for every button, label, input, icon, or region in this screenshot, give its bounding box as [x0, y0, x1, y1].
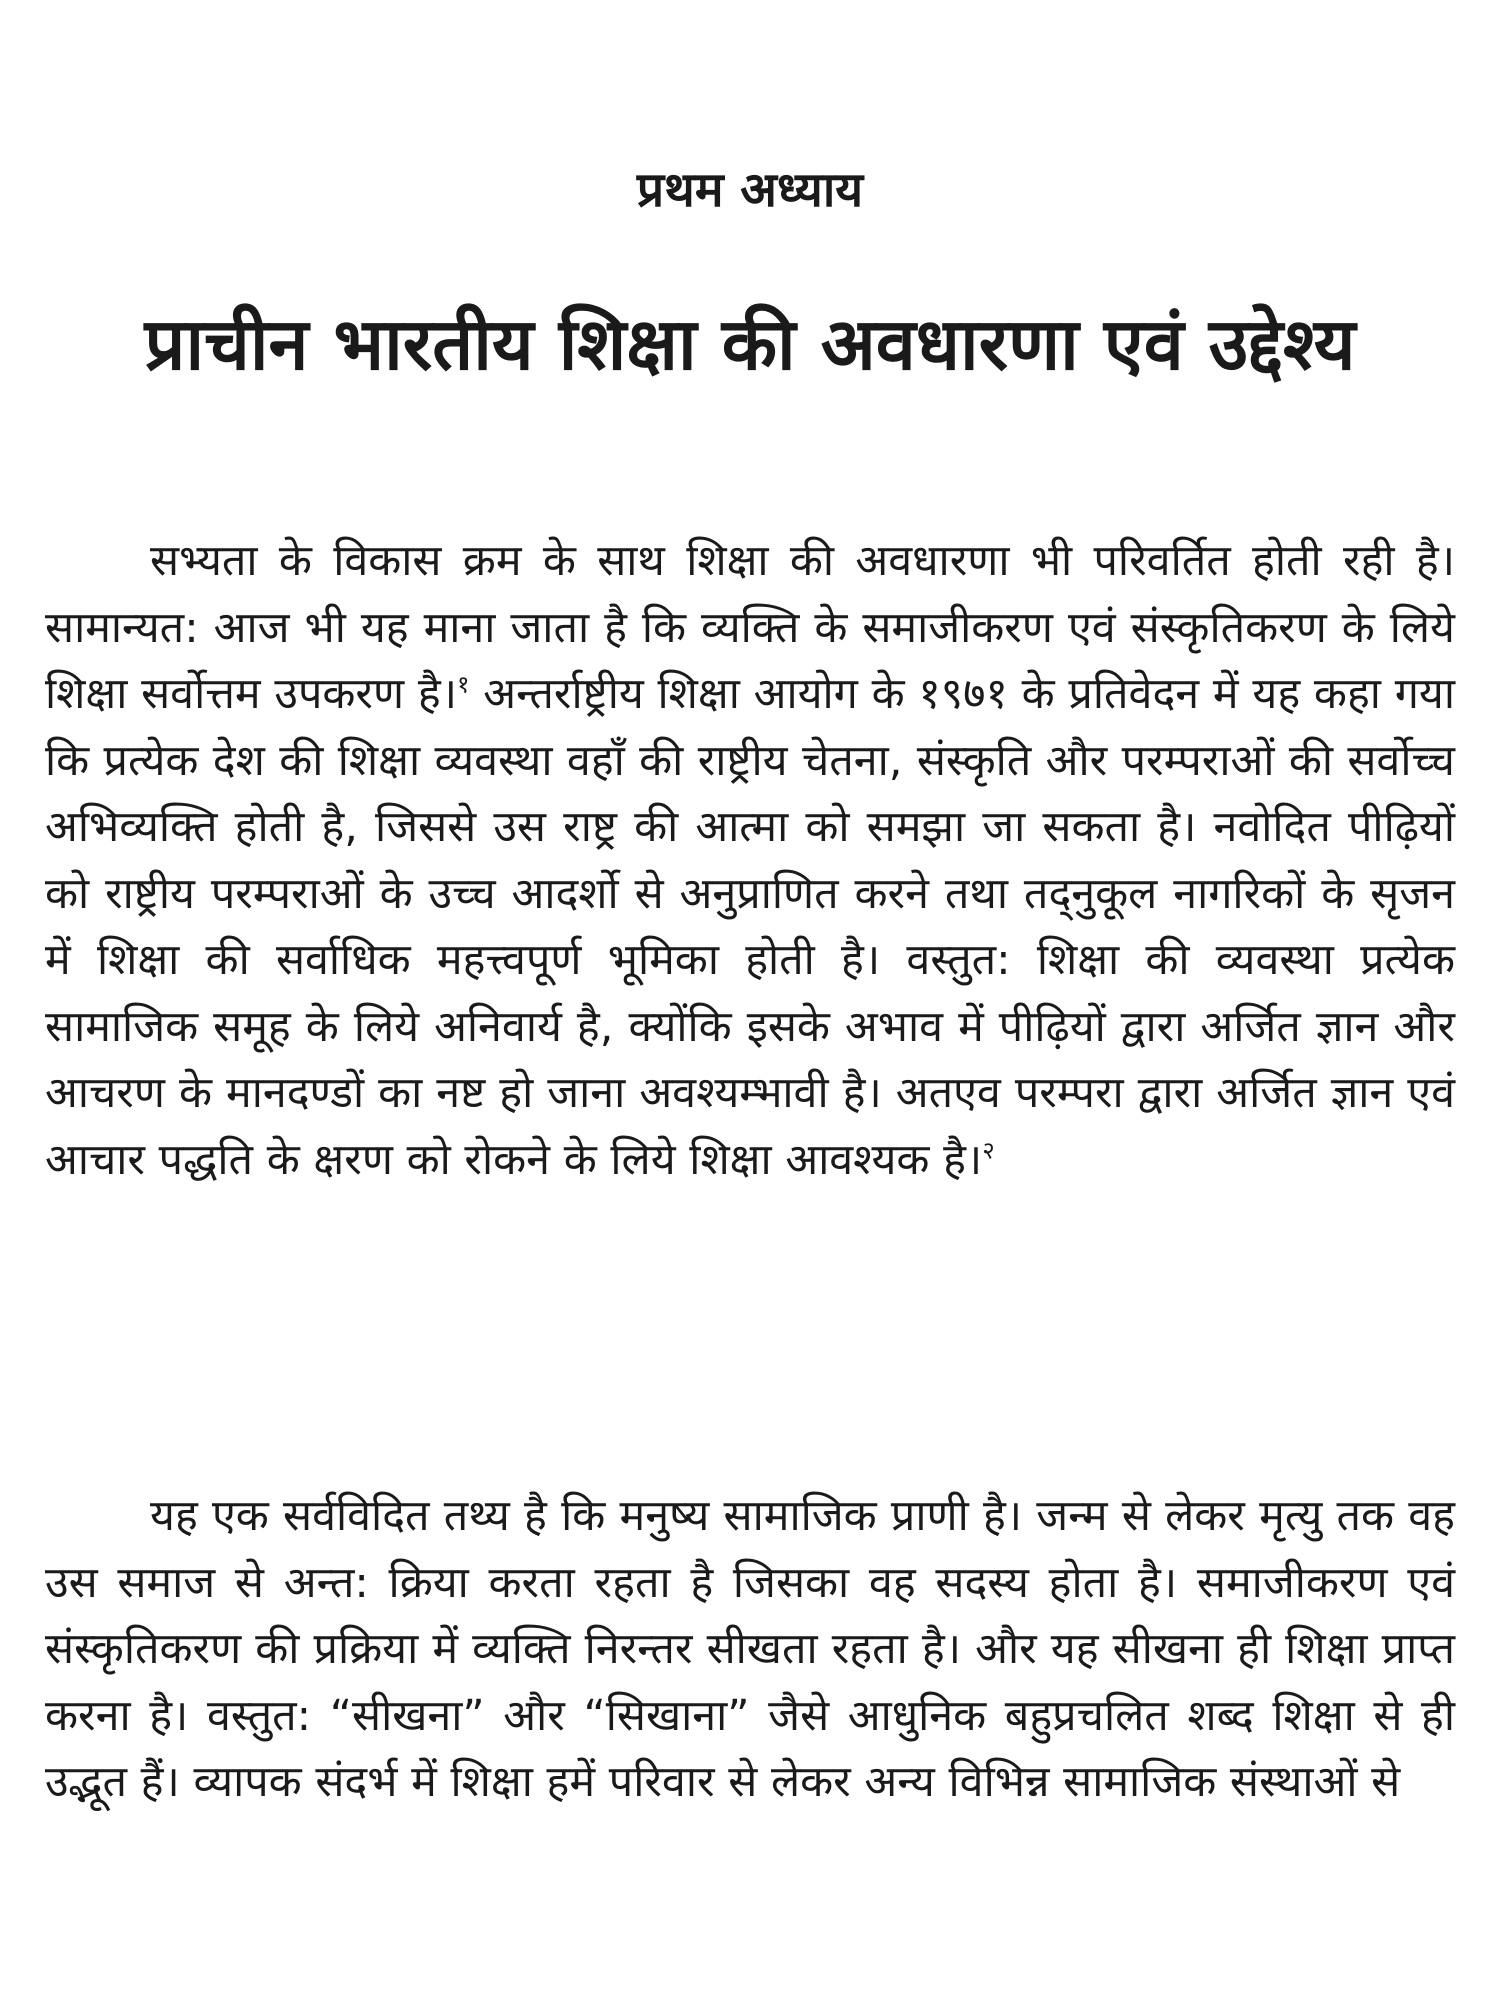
chapter-label: प्रथम अध्याय — [636, 162, 864, 218]
chapter-title: प्राचीन भारतीय शिक्षा की अवधारणा एवं उद्देश्य — [144, 302, 1356, 386]
paragraph-1-text-b: अन्तर्राष्ट्रीय शिक्षा आयोग के १९७१ के प्रतिवेदन में यह कहा गया कि प्रत्येक देश की शिक्षा व्यवस्था वहाँ की राष्ट्रीय चेतना, संस्कृति और परम्पराओं की सर्वोच्च अभिव्यक्ति होती है, जिससे उस राष्ट्र की आत्मा को समझा जा सकता है। नवोदित पीढ़ियों को राष्ट्रीय परम्पराओं के उच्च आदर्शो से अनुप्राणित करने तथा तद्नुकूल नागरिकों के सृजन में शिक्षा की सर्वाधिक महत्त्वपूर्ण भूमिका होती है। वस्तुत: शिक्षा की व्यवस्था प्रत्येक सामाजिक समूह के लिये अनिवार्य है, क्योंकि इसके अभाव में पीढ़ियों द्वारा अर्जित ज्ञान और आचरण के मानदण्डों का नष्ट हो जाना अवश्यम्भावी है। अतएव परम्परा द्वारा अर्जित ज्ञान एवं आचार पद्धति के क्षरण को रोकने के लिये शिक्षा आवश्यक है। — [45, 669, 1455, 1185]
paragraph-2: यह एक सर्वविदित तथ्य है कि मनुष्य सामाजिक प्राणी है। जन्म से लेकर मृत्यु तक वह उस समाज से अन्त: क्रिया करता रहता है जिसका वह सदस्य होता है। समाजीकरण एवं संस्कृतिकरण की प्रक्रिया में व्यक्ति निरन्तर सीखता रहता है। और यह सीखना ही शिक्षा प्राप्त करना है। वस्तुत: “सीखना” और “सिखाना” जैसे आधुनिक बहुप्रचलित शब्द शिक्षा से ही उद्भूत हैं। व्यापक संदर्भ में शिक्षा हमें परिवार से लेकर अन्य विभिन्न सामाजिक संस्थाओं से — [45, 1491, 1455, 1807]
footnote-marker-1: १ — [457, 670, 470, 699]
paragraph-1 — [45, 528, 1455, 1193]
paragraph-1-text-a: सभ्यता के विकास क्रम के साथ शिक्षा की अवधारणा भी परिवर्तित होती रही है। सामान्यत: आज भी यह माना जाता है कि व्यक्ति के समाजीकरण एवं संस्कृतिकरण के लिये शिक्षा सर्वोत्तम उपकरण है। — [45, 536, 1455, 719]
footnote-marker-2: २ — [982, 1136, 995, 1165]
